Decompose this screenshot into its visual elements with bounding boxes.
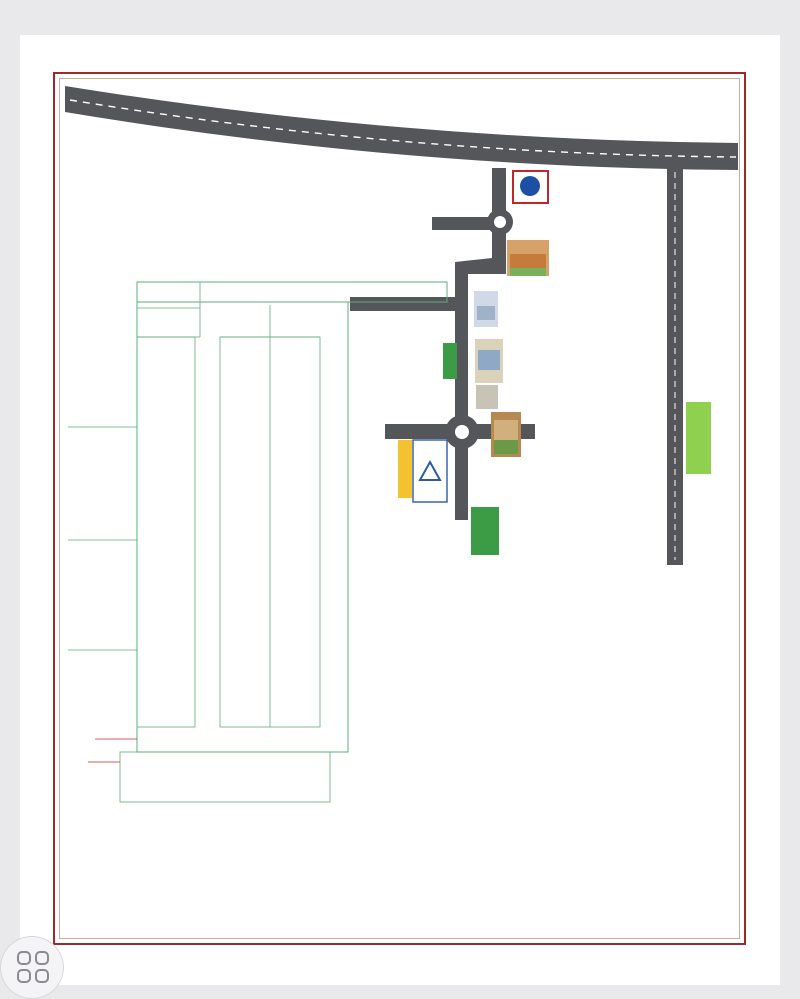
organic-gaur-image	[476, 385, 498, 409]
park-road-link	[350, 297, 460, 311]
plot-grid	[120, 337, 330, 802]
highway-nh24	[65, 86, 738, 170]
r-company-sign	[443, 343, 457, 379]
property-logo	[413, 440, 447, 502]
mansarovar-park-sign	[471, 507, 499, 555]
office-sign	[398, 440, 412, 498]
block-boundary	[137, 302, 348, 752]
grid-menu-icon[interactable]	[0, 936, 64, 999]
wave-city-sign	[686, 402, 711, 474]
hp-pump-icon	[513, 171, 548, 203]
